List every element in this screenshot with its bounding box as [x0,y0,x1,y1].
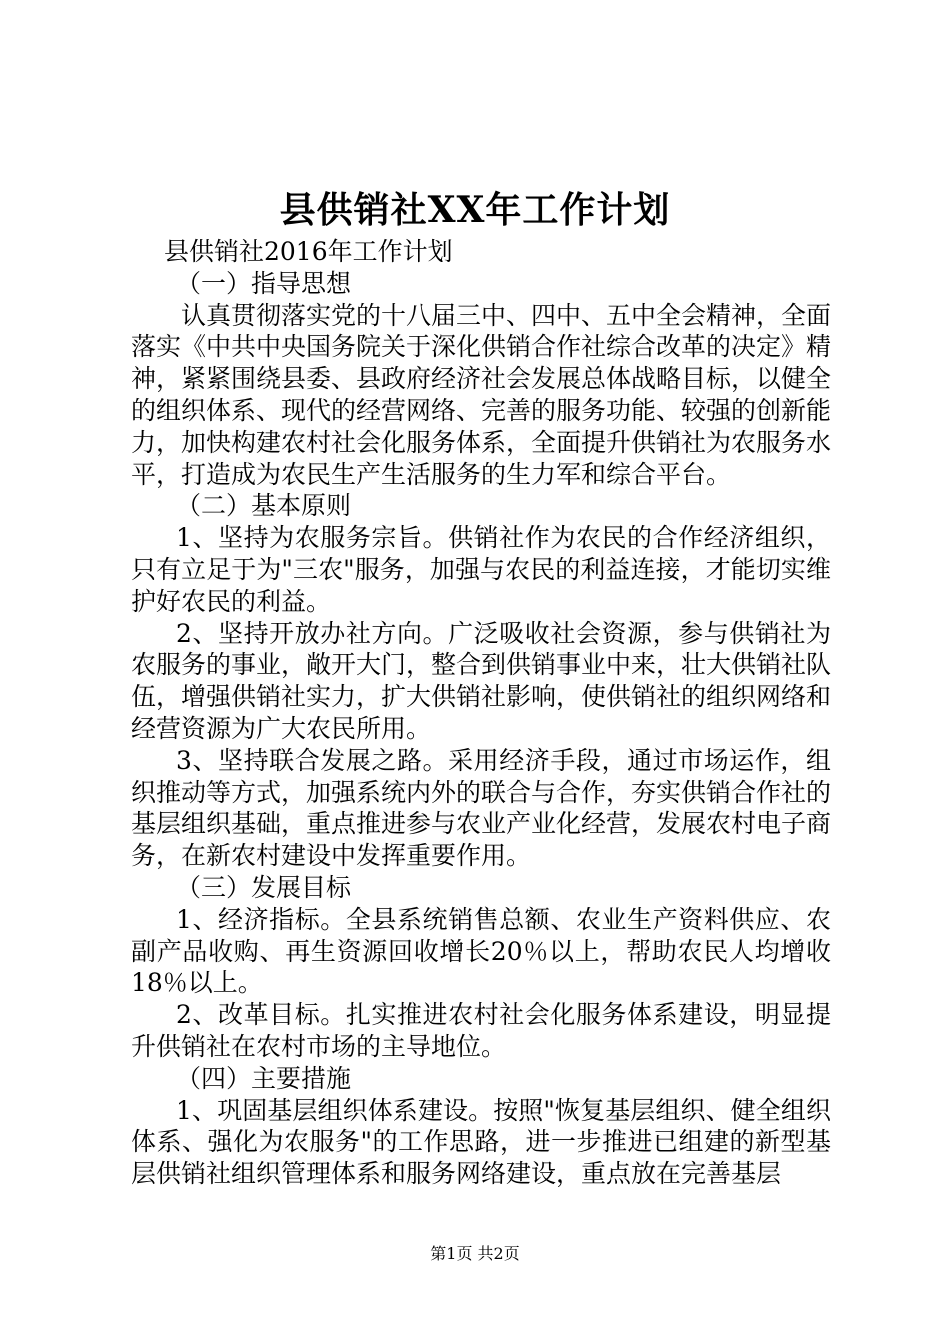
page-footer: 第1页 共2页 [430,1244,520,1263]
body-paragraph: 3、坚持联合发展之路。采用经济手段，通过市场运作，组织推动等方式，加强系统内外的联合与合作，夯实供销合作社的基层组织基础，重点推进参与农业产业化经营，发展农村电子商务，在新农村建设中发挥重要作用。 [131,745,832,871]
body-paragraph: 2、改革目标。扎实推进农村社会化服务体系建设，明显提升供销社在农村市场的主导地位。 [131,1000,831,1061]
section-heading-4: （四）主要措施 [176,1063,352,1093]
document-title: 县供销社XX年工作计划 [279,189,671,231]
body-paragraph: 1、巩固基层组织体系建设。按照"恢复基层组织、健全组织体系、强化为农服务"的工作思路，进一步推进已组建的新型基层供销社组织管理体系和服务网络建设，重点放在完善基层 [131,1095,831,1189]
section-heading-2: （二）基本原则 [176,491,352,521]
body-paragraph: 1、经济指标。全县系统销售总额、农业生产资料供应、农副产品收购、再生资源回收增长20％以上，帮助农民人均增收18％以上。 [131,904,831,998]
document-body [131,236,831,1190]
section-heading-3: （三）发展目标 [176,872,352,902]
section-heading-1: （一）指导思想 [176,268,352,298]
body-paragraph: 认真贯彻落实党的十八届三中、四中、五中全会精神，全面落实《中共中央国务院关于深化供销合作社综合改革的决定》精神，紧紧围绕县委、县政府经济社会发展总体战略目标，以健全的组织体系、现代的经营网络、完善的服务功能、较强的创新能力，加快构建农村社会化服务体系，全面提升供销社为农服务水平，打造成为农民生产生活服务的生力军和综合平台。 [131,300,832,489]
subtitle-paragraph: 县供销社2016年工作计划 [164,237,453,266]
body-paragraph: 2、坚持开放办社方向。广泛吸收社会资源，参与供销社为农服务的事业，敞开大门，整合到供销事业中来，壮大供销社队伍，增强供销社实力，扩大供销社影响，使供销社的组织网络和经营资源为广大农民所用。 [131,618,832,743]
body-paragraph: 1、坚持为农服务宗旨。供销社作为农民的合作经济组织，只有立足于为"三农"服务，加强与农民的利益连接，才能切实维护好农民的利益。 [131,523,831,616]
